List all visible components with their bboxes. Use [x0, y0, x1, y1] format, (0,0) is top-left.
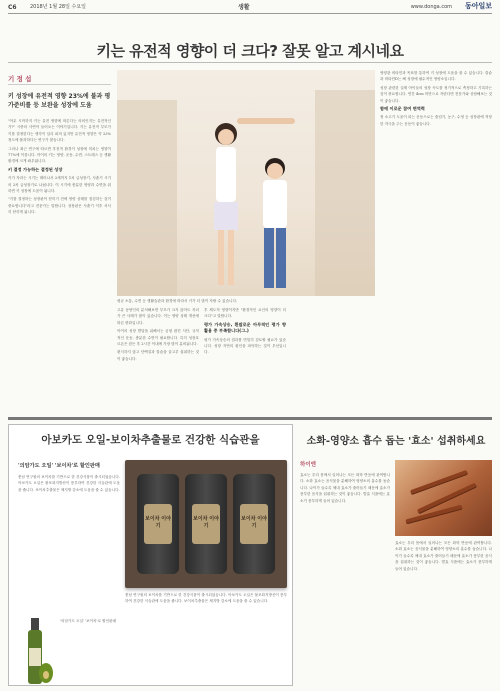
paragraph: 후 제도적 영향이지만 "환경적인 요인의 영향이 더 크다"고 말합니다.	[204, 308, 286, 319]
article-subhead: 키 성장에 유전적 영향 23%에 불과 평가준비를 등 보완을 성장에 도움	[8, 93, 111, 109]
headline-divider	[8, 62, 492, 63]
newspaper-brand: 동아일보	[464, 2, 492, 10]
child-boy-figure	[255, 156, 295, 292]
article-column-1	[8, 118, 111, 413]
byline-divider	[8, 84, 111, 85]
section-subheading: 평가 가속상승, 흰쌀로운 아무적인 평가 향 활용 중 부족합니다(그.)	[204, 321, 286, 334]
tea-tin: 보이차 이야기	[185, 474, 227, 574]
paragraph: 정 소고기 도움이 되는 운동으로는 줄넘기, 농구, 수영 등 성장판에 적당한 자극을 주는 운동이 좋습니다.	[380, 115, 492, 126]
paragraph: "아무 시작하지 키는 유전 영향에 따른다는 의외인지는 유전적인가?" 시중의 사연이 들어오는 이야기입니다. 키는 유전적 부모가 키를 결정한다는 생각이 널리 퍼져 있지만 유전적 영향은 약 23% 정도에 불과하다는 연구가 많습니다.	[8, 119, 111, 143]
paragraph: 효소는 우리 몸에서 일어나는 모든 화학 반응에 관여합니다. 소화 효소는 음식물을 분해하여 영양소의 흡수를 돕습니다. 나이가 들수록 체내 효소가 줄어들기 때문에 효소가 풍부한 음식을 섭취하는 것이 좋습니다. 발효 식품에는 효소가 풍부하게 들어 있습니다.	[395, 541, 492, 571]
issue-date: 2018년 1월 28일 수요일	[30, 4, 87, 10]
paragraph: 효소는 우리 몸에서 일어나는 모든 화학 반응에 관여합니다. 소화 효소는 음식물을 분해하여 영양소의 흡수를 돕습니다. 나이가 들수록 체내 효소가 줄어들기 때문에 효소가 풍부한 음식을 섭취하는 것이 좋습니다. 발효 식품에는 효소가 풍부하게 들어 있습니다.	[300, 473, 390, 503]
ad-body-text	[18, 474, 120, 614]
ad-caption-text	[60, 618, 120, 684]
enzyme-article-title: 소화-영양소 흡수 돕는 '효소' 섭취하세요	[306, 436, 486, 447]
page-number: C6	[8, 4, 17, 11]
paragraph: 아이의 성장 발달을 위해서는 균형 잡힌 식단, 규칙적인 운동, 충분한 수면이 필요합니다. 특히 성장호르몬은 잠든 후 2시간 이내에 가장 많이 분비됩니다.	[117, 329, 199, 347]
paragraph: 영양관 비타민과 목표를 통하여 키 성장에 도움을 줄 수 있습니다. 칼슘과 비타민D는 뼈 성장에 필수적인 영양소입니다.	[380, 71, 492, 82]
paragraph: 평가 가속상승의 결과를 면밀히 검토할 필요가 있습니다. 성장 지연의 원인을 파악하는 것이 우선입니다.	[204, 337, 286, 355]
ad-title: 아보카도 오일-보이차추출물로 건강한 식습관을	[41, 434, 260, 446]
ad-body-text-2	[125, 592, 287, 682]
measuring-hand	[237, 118, 295, 124]
article-column-5	[380, 70, 492, 413]
avocado-oil-bottle	[16, 618, 54, 686]
photo-caption: 평균 소통, 수면 등 생활습관과 환경에 따라서 키가 더 많이 자랄 수 있습니다.	[117, 299, 238, 303]
paragraph: 성장 관련한 실제 아이들의 성장 속도를 정기적으로 측정하고 기록하는 것이 중요합니다. 연간 4cm 미만으로 자란다면 전문가와 상담해보는 것이 좋습니다.	[380, 85, 492, 103]
website: www.donga.com	[410, 4, 452, 10]
paragraph: 키가 자라는 시기는 태어나서 2세까지 1차 급성장기, 사춘기 시기의 2차 급성장기로 나뉩니다. 이 시기에 충분한 영양과 수면을 취하면 키 성장에 도움이 됩니다.	[8, 176, 111, 194]
article-photo	[117, 70, 375, 296]
pu-erh-gift-box	[125, 460, 287, 588]
article-column-3	[117, 307, 199, 413]
enzyme-article-byline: 하이엔	[300, 462, 316, 468]
tea-tin: 보이차 이야기	[233, 474, 275, 574]
article-headline: 키는 유전적 영향이 더 크다? 잘못 알고 계시네요	[96, 42, 404, 60]
enzyme-column-1	[300, 472, 390, 686]
article-column-4	[204, 307, 286, 413]
article-byline: 기 정 섭	[8, 75, 32, 83]
section-divider	[8, 417, 492, 420]
section-subheading: 함에 이로운 참여 면역력	[380, 106, 425, 112]
paragraph: 충남 연구원의 보이차를 기반으로 한 건강식품이 출시되었습니다. 아보카도 오일은 불포화지방산이 풍부하여 건강한 식습관에 도움을 줍니다. 보이차추출물은 체지방 감소에 도움을 줄 수 있습니다.	[18, 475, 120, 492]
page-header	[8, 3, 492, 14]
paragraph: 편식하지 않고 단백질과 칼슘을 골고루 섭취하는 것이 좋습니다.	[117, 350, 199, 361]
paragraph: 그러나 최근 연구에 따르면 후천적 환경이 성장에 미치는 영향이 77%에 이릅니다. 아이의 키는 영양, 운동, 수면, 스트레스 등 생활 환경에 크게 좌우됩니다.	[8, 146, 111, 164]
tea-tin: 보이차 이야기	[137, 474, 179, 574]
section-subheading: 키 결정 가능하는 결정된 성장	[8, 166, 63, 172]
paragraph: 충남 연구원의 보이차를 기반으로 한 건강식품이 출시되었습니다. 아보카도 오일은 불포화지방산이 풍부하여 건강한 식습관에 도움을 줍니다. 보이차추출물은 체지방 감소에 도움을 줄 수 있습니다.	[125, 593, 287, 604]
section-name: 생활	[238, 4, 250, 11]
paragraph: "키를 결정하는 성장판이 닫히기 전에 영양 상태를 점검하는 것이 중요합니다"라고 전문가는 말합니다. 성장판은 사춘기 이후 서서히 닫히게 됩니다.	[8, 197, 111, 215]
enzyme-column-2	[395, 540, 492, 686]
ad-subtitle: '의암가도 오일' '보이차'로 할인판매	[18, 463, 100, 469]
child-girl-figure	[209, 120, 243, 292]
paragraph: 고유 동양인의 분석해보면 부모가 크지 않아도 자녀가 큰 사례가 많이 있습니다. 이는 영양 상태 개선에 따른 변화입니다.	[117, 308, 199, 325]
enzyme-food-photo	[395, 460, 492, 536]
paragraph: '의암가도 오일' '보이차'로 할인판매	[60, 619, 116, 623]
